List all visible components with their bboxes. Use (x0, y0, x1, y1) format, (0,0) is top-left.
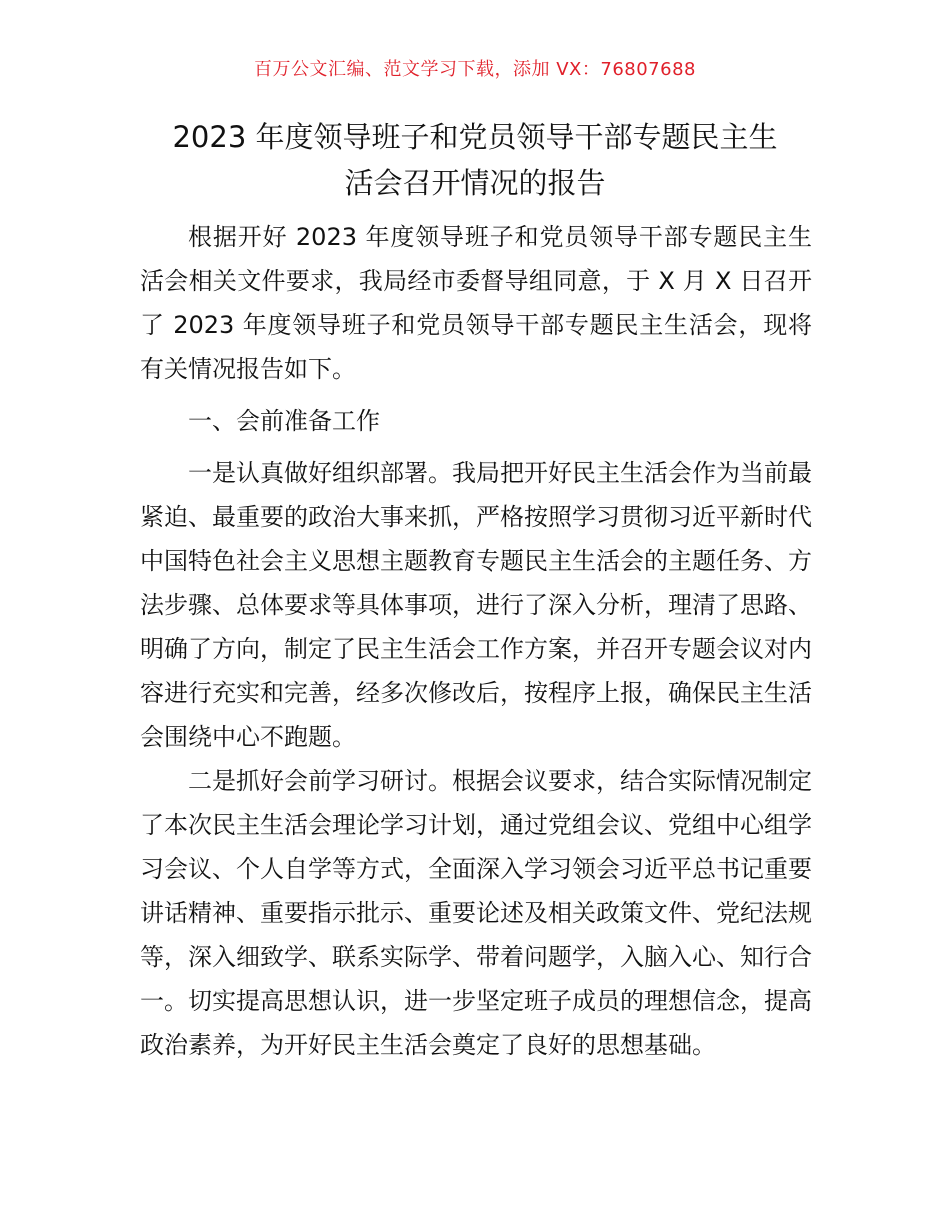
paragraph-item-2: 二是抓好会前学习研讨。根据会议要求，结合实际情况制定了本次民主生活会理论学习计划，通过党组会议、党组中心组学习会议、个人自学等方式，全面深入学习领会习近平总书记重要讲话精神、重要指示批示、重要论述及相关政策文件、党纪法规等，深入细致学、联系实际学、带着问题学，入脑入心、知行合一。切实提高思想认识，进一步坚定班子成员的理想信念，提高政治素养，为开好民主生活会奠定了良好的思想基础。 (140, 767, 812, 1059)
watermark-banner: 百万公文汇编、范文学习下载，添加 VX：76807688 (254, 59, 696, 80)
intro-paragraph: 根据开好 2023 年度领导班子和党员领导干部专题民主生活会相关文件要求，我局经市委督导组同意，于 X 月 X 日召开了 2023 年度领导班子和党员领导干部专题民主生活会，现将有关情况报告如下。 (140, 223, 812, 383)
paragraph-item-1: 一是认真做好组织部署。我局把开好民主生活会作为当前最紧迫、最重要的政治大事来抓，严格按照学习贯彻习近平新时代中国特色社会主义思想主题教育专题民主生活会的主题任务、方法步骤、总体要求等具体事项，进行了深入分析，理清了思路、明确了方向，制定了民主生活会工作方案，并召开专题会议对内容进行充实和完善，经多次修改后，按程序上报，确保民主生活会围绕中心不跑题。 (140, 459, 812, 751)
title-line-1: 2023 年度领导班子和党员领导干部专题民主生 (172, 120, 778, 154)
section-heading: 一、会前准备工作 (188, 407, 380, 435)
title-line-2: 活会召开情况的报告 (344, 166, 606, 200)
document-body (140, 215, 812, 1067)
document-title (120, 114, 830, 206)
